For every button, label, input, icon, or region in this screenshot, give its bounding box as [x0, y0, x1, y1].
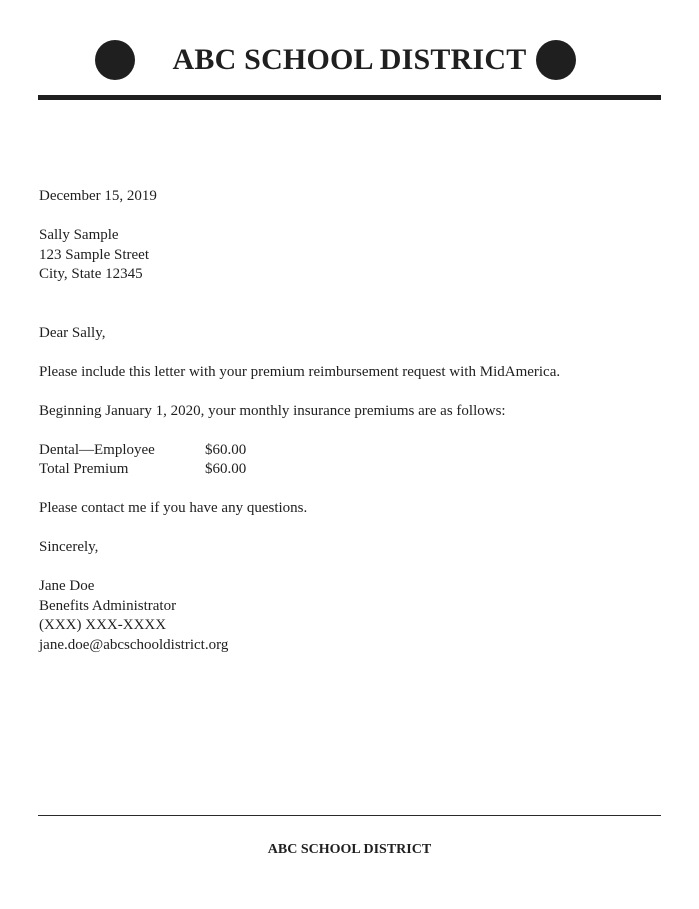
- footer-divider: [38, 815, 661, 816]
- signer-name: Jane Doe: [39, 578, 95, 594]
- closing: Sincerely,: [39, 539, 99, 555]
- premium-row: [39, 460, 659, 480]
- signer-title: Benefits Administrator: [39, 597, 177, 614]
- premium-row: [39, 441, 659, 461]
- premium-label: Total Premium: [39, 461, 129, 477]
- letter-body: [39, 187, 659, 655]
- paragraph-reimbursement: Please include this letter with your premium reimbursement request with MidAmerica.: [39, 363, 561, 380]
- letterhead-divider: [38, 95, 661, 100]
- letterhead-title: ABC SCHOOL DISTRICT: [172, 43, 527, 76]
- letterhead: [0, 0, 699, 100]
- recipient-street: 123 Sample Street: [39, 246, 149, 263]
- right-circle-emblem: [536, 40, 576, 80]
- letter-date: December 15, 2019: [39, 188, 157, 204]
- premium-label: Dental—Employee: [39, 441, 155, 458]
- recipient-name: Sally Sample: [39, 227, 119, 243]
- signer-email: jane.doe@abcschooldistrict.org: [39, 636, 229, 653]
- recipient-city-state-zip: City, State 12345: [39, 266, 143, 282]
- premium-table: [39, 441, 659, 480]
- signature-block: [39, 577, 659, 655]
- premium-amount: $60.00: [205, 441, 247, 458]
- salutation: Dear Sally,: [39, 324, 106, 341]
- premium-amount: $60.00: [205, 461, 247, 477]
- recipient-address: [39, 226, 659, 285]
- paragraph-premiums-intro: Beginning January 1, 2020, your monthly insurance premiums are as follows:: [39, 402, 506, 419]
- signer-phone: (XXX) XXX-XXXX: [39, 617, 167, 633]
- paragraph-contact: Please contact me if you have any questions.: [39, 500, 308, 516]
- footer-title: ABC SCHOOL DISTRICT: [267, 842, 432, 857]
